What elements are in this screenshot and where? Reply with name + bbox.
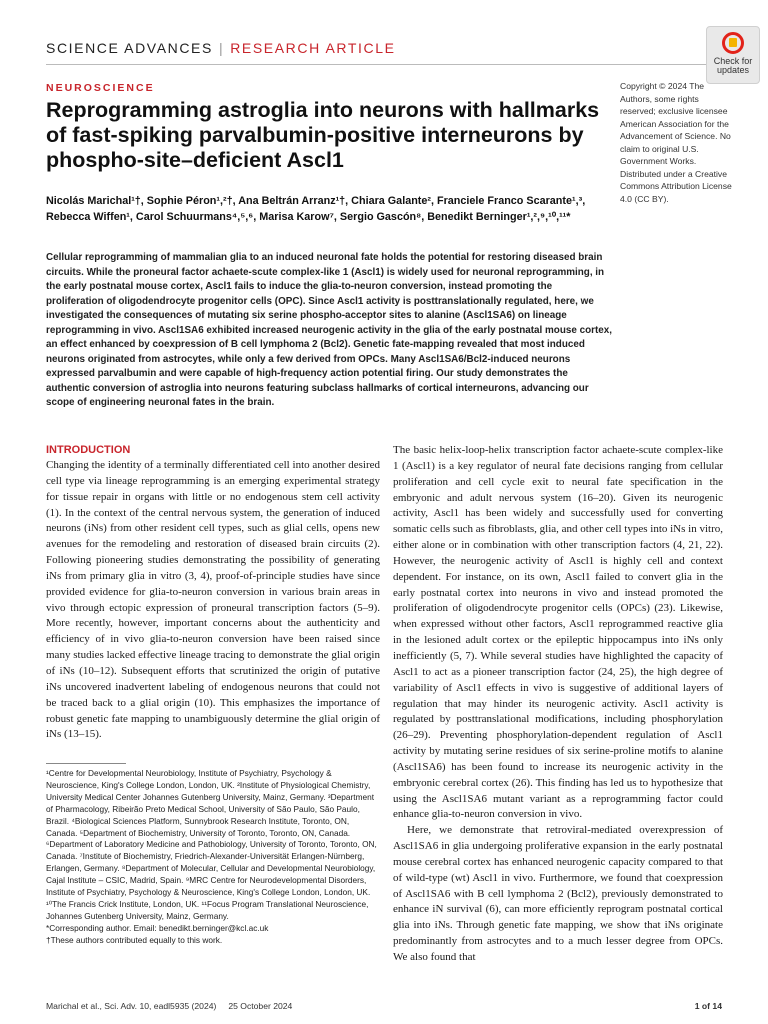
intro-paragraph-1: Changing the identity of a terminally differentiated cell into another desired cell type via lineage reprogramming is an emerging experimental strategy for tissue repair in organs with little or no endogenous stem cell activity (1). In the context of the central nervous system, the generation of induced neurons (iNs) from other resident cell types, such as glial cells, opens new avenues for the remodeling and restoration of diseased brain circuits (2). Following pioneering studies demonstrating the possibility of generating iNs from primary glia in vitro (3, 4), proof-of-principle studies have since provided evidence for glia-to-neuron conversion in various brain areas in vivo through ectopic expression of proneural transcription factors (5–9). More recently, however, important concerns about the authenticity and efficiency of in vivo glia-to-neuron conversion have been raised since many studies lacked effective lineage tracing to demonstrate the glial origin of iNs (10–12). Subsequent efforts that scrutinized the origin of putative iNs uncovered inadvertent labeling of endogenous neurons that could not be traced back to a glial origin (10). This emphasizes the importance of robust genetic fate mapping to unambiguously determine the glial origin of iNs (13–15). — [46, 459, 380, 741]
citation-footer: Marichal et al., Sci. Adv. 10, eadl5935 (2024) 25 October 2024 — [46, 1001, 293, 1011]
journal-header — [46, 40, 396, 56]
footnote-rule — [46, 763, 126, 764]
badge-line1: Check for — [713, 56, 753, 66]
header-separator: | — [218, 40, 225, 56]
author-list: Nicolás Marichal¹†, Sophie Péron¹,²†, Ana Beltrán Arranz¹†, Chiara Galante², Franciele Franco Scarante¹,³, Rebecca Wiffen¹, Carol Schuurmans⁴,⁵,⁶, Marisa Karow⁷, Sergio Gascón⁸, Benedikt Berninger¹,²,⁹,¹⁰,¹¹* — [46, 195, 586, 223]
abstract: Cellular reprogramming of mammalian glia to an induced neuronal fate holds the potential for restoring diseased brain circuits. While the proneural factor achaete-scute complex-like 1 (Ascl1) is widely used for neuronal reprogramming, in the early postnatal mouse cortex, Ascl1 fails to induce the glia-to-neuron conversion, instead promoting the proliferation of oligodendrocyte progenitor cells (OPC). Since Ascl1 activity is posttranslationally regulated, here, we investigated the consequences of mutating six serine phospho-acceptor sites to alanine (Ascl1SA6) on lineage reprogramming in vivo. Ascl1SA6 exhibited increased neurogenic activity in the glia of the early postnatal mouse cortex, an effect enhanced by coexpression of B cell lymphoma 2 (Bcl2). Genetic fate-mapping revealed that most induced neurons originated from astrocytes, while only a few derived from OPCs. Many Ascl1SA6/Bcl2-induced neurons expressed parvalbumin and were capable of high-frequency action potential firing. Our study demonstrates the authentic conversion of astroglia into neurons featuring subclass hallmarks of cortical interneurons, advancing our scope of engineering neuronal fates in the brain. — [46, 252, 612, 408]
crossmark-icon — [722, 32, 744, 54]
copyright-notice: Copyright © 2024 The Authors, some rights reserved; exclusive licensee American Association for the Advancement of Science. No claim to original U.S. Government Works. Distributed under a Creative Commons Attribution License 4.0 (CC BY). — [620, 81, 732, 204]
intro-paragraph-3: Here, we demonstrate that retroviral-mediated overexpression of Ascl1SA6 in glia undergoing proliferative expansion in the early postnatal mouse cerebral cortex has enhanced neurogenic capacity compared to that of wild-type (wt) Ascl1 in vivo. Furthermore, we found that coexpression of Ascl1SA6 with B cell lymphoma 2 (Bcl2), previously demonstrated to enhance iN survival (6), can more efficiently reprogram postnatal cortical glia into iNs. Through genetic fate mapping, we show that iNs originate predominantly from astrocytes and to a much lesser degree from OPCs. We also found that — [393, 824, 723, 963]
corresponding-author[interactable]: *Corresponding author. Email: benedikt.berninger@kcl.ac.uk — [46, 922, 269, 933]
article-title: Reprogramming astroglia into neurons with hallmarks of fast-spiking parvalbumin-positive interneurons by phospho-site–deficient Ascl1 — [46, 98, 600, 172]
page-number: 1 of 14 — [694, 1001, 722, 1011]
badge-line2: updates — [716, 65, 750, 75]
journal-name: SCIENCE ADVANCES — [46, 40, 213, 56]
column-left — [46, 443, 380, 743]
footnotes — [46, 768, 380, 947]
affiliations: ¹Centre for Developmental Neurobiology, Institute of Psychiatry, Psychology & Neuroscience, King's College London, London, UK. ²Institute of Physiological Chemistry, University Medical Center Johannes Gutenberg University, Mainz, Germany. ³Department of Pharmacology, Ribeirão Preto Medical School, University of São Paulo, São Paulo, Brazil. ⁴Biological Sciences Platform, Sunnybrook Research Institute, Toronto, ON, Canada. ⁵Department of Biochemistry, University of Toronto, Toronto, ON, Canada. ⁶Department of Laboratory Medicine and Pathobiology, University of Toronto, Toronto, ON, Canada. ⁷Institute of Biochemistry, Friedrich-Alexander-Universität Erlangen-Nürnberg, Erlangen, Germany. ⁸Department of Molecular, Cellular and Developmental Neurobiology, Cajal Institute – CSIC, Madrid, Spain. ⁹MRC Centre for Neurodevelopmental Disorders, Institute of Psychiatry, Psychology & Neuroscience, King's College London, London, UK. ¹⁰The Francis Crick Institute, London, UK. ¹¹Focus Program Translational Neuroscience, Johannes Gutenberg University, Mainz, Germany. — [46, 768, 377, 921]
check-for-updates-badge[interactable] — [706, 26, 760, 84]
equal-contribution: †These authors contributed equally to this work. — [46, 934, 223, 945]
header-rule — [46, 64, 721, 65]
introduction-heading: INTRODUCTION — [46, 444, 131, 456]
section-label: NEUROSCIENCE — [46, 82, 155, 94]
article-type: RESEARCH ARTICLE — [230, 40, 396, 56]
column-right — [393, 443, 723, 966]
intro-paragraph-2: The basic helix-loop-helix transcription factor achaete-scute complex-like 1 (Ascl1) is a key regulator of neural fate decisions ranging from cellular proliferation and cell cycle exit to neural fate specification in the embryonic and adult nervous system (16–20). Given its neurogenic activity, Ascl1 has been widely and successfully used for converting somatic cells such as fibroblasts, glia, and other cell types into iNs in vitro, either alone or in combination with other transcription factors (4, 21, 22). However, the neurogenic activity of Ascl1 is highly cell and context dependent. For instance, on its own, Ascl1 failed to convert glia in the early postnatal cortex into neurons in vivo and instead promoted the proliferation of oligodendrocyte progenitor cells (OPCs) (23). Likewise, when expressed without other factors, Ascl1 reprogrammed reactive glia in the lesioned adult cortex or the epileptic hippocampus into iNs only inefficiently (5, 7). While several studies have highlighted the capacity of Ascl1 to act as a pioneer transcription factor (24, 25), the high degree of variability of Ascl1 effects in vivo is suggestive of additional layers of regulation that may hinder its neurogenic activity. Ascl1 activity is regulated by posttranslational modifications, including phosphorylation (26–29). Preventing phosphorylation-dependent regulation of Ascl1 activity by mutating serine residues of six serine-proline motifs to alanine (Ascl1SA6) has been found to increase its neurogenic activity in the embryonic cerebral cortex (26). This finding has led us to hypothesize that using the Ascl1SA6 mutant variant as a reprogramming factor could enhance glia-to-neuron conversion in vivo. — [393, 444, 723, 821]
